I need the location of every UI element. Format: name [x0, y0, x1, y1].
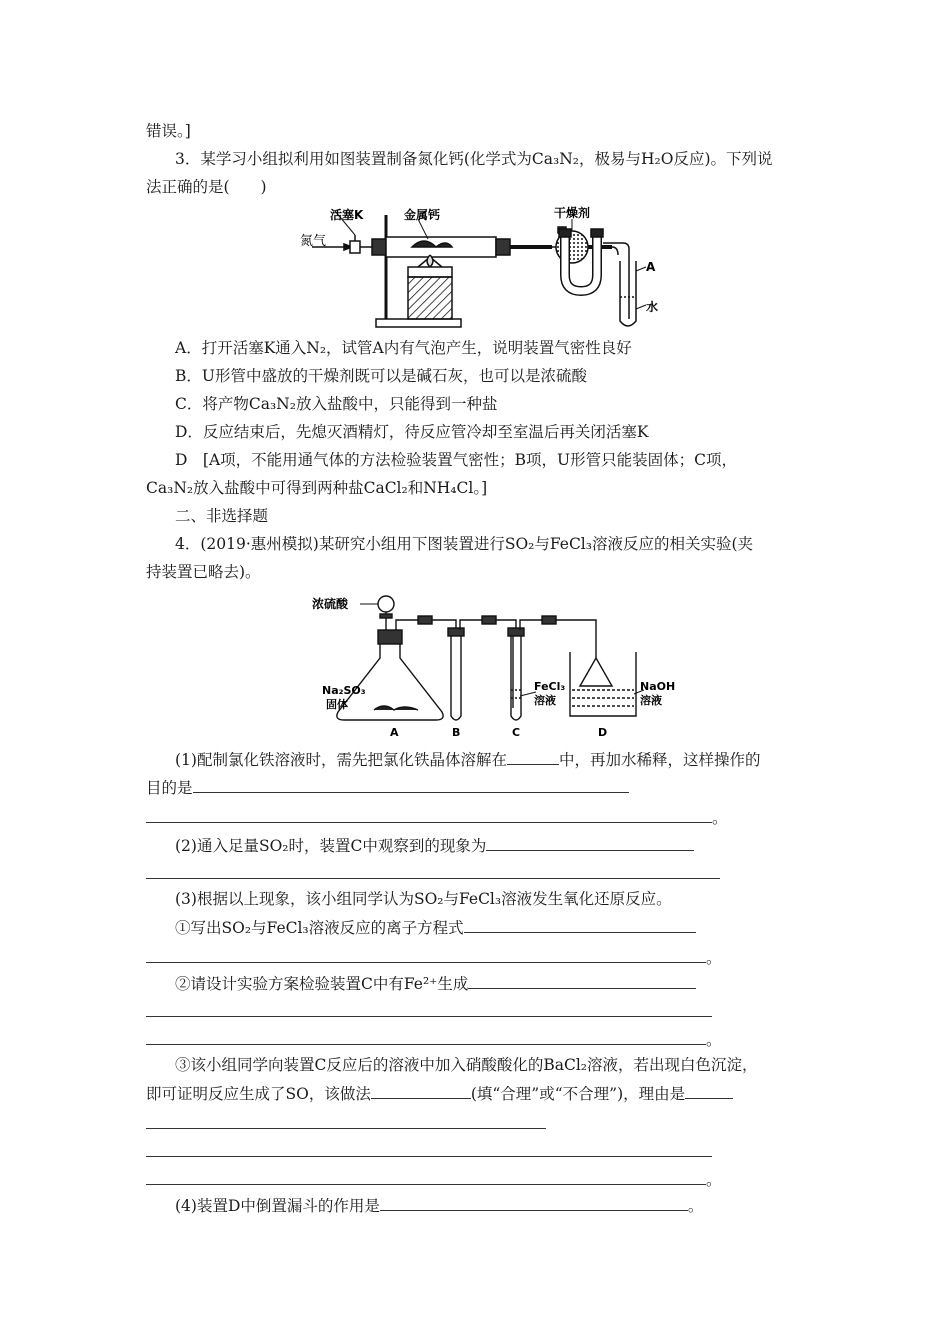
- label-desiccant: 干燥剂: [554, 206, 591, 220]
- answer-line[interactable]: [146, 1016, 712, 1017]
- answer-blank[interactable]: [507, 748, 559, 765]
- answer-line[interactable]: [146, 1128, 546, 1129]
- label-tube-a: A: [646, 260, 656, 274]
- answer-blank[interactable]: [380, 1194, 688, 1211]
- answer-line[interactable]: [146, 1156, 712, 1157]
- answer-line[interactable]: [146, 1184, 706, 1185]
- period: 。: [706, 949, 722, 967]
- section-heading: 二、非选择题: [175, 507, 269, 525]
- q4-part2: (2)通入足量SO₂时，装置C中观察到的现象为: [175, 834, 694, 857]
- q3-apparatus-figure: [300, 205, 680, 333]
- label-fecl3: FeCl₃: [534, 680, 566, 693]
- label-naoh-solution: 溶液: [640, 694, 662, 707]
- q4-part3-1: ①写出SO₂与FeCl₃溶液反应的离子方程式: [175, 916, 696, 939]
- label-water: 水: [646, 300, 659, 314]
- label-b: B: [452, 726, 461, 738]
- q4-part3-3-line2: 即可证明反应生成了SO，该做法 (填“合理”或“不合理”)，理由是: [146, 1082, 733, 1105]
- q3-answer-line1: D [A项，不能用通气体的方法检验装置气密性；B项，U形管只能装固体；C项，: [175, 451, 737, 469]
- q3-option-a: A．打开活塞K通入N₂，试管A内有气泡产生，说明装置气密性良好: [175, 339, 632, 357]
- label-nitrogen: 氮气: [300, 234, 327, 249]
- answer-blank[interactable]: [685, 1082, 733, 1099]
- answer-line[interactable]: [146, 962, 706, 963]
- q4-stem-line1: 4．(2019·惠州模拟)某研究小组用下图装置进行SO₂与FeCl₃溶液反应的相关实验(夹: [175, 535, 754, 553]
- answer-line[interactable]: [146, 878, 720, 879]
- q3-stem-line2: 法正确的是( ): [146, 178, 267, 196]
- answer-blank[interactable]: [464, 916, 696, 933]
- answer-blank[interactable]: [468, 972, 696, 989]
- label-calcium: 金属钙: [404, 208, 441, 222]
- q3-stem-line1: 3．某学习小组拟利用如图装置制备氮化钙(化学式为Ca₃N₂，极易与H₂O反应)。下列说: [175, 150, 773, 168]
- q3-option-d: D．反应结束后，先熄灭酒精灯，待反应管冷却至室温后再关闭活塞K: [175, 423, 649, 441]
- q4-part3-3-line1: ③该小组同学向装置C反应后的溶液中加入硝酸酸化的BaCl₂溶液，若出现白色沉淀，: [175, 1056, 758, 1074]
- label-solid: 固体: [326, 698, 348, 711]
- label-na2so3: Na₂SO₃: [322, 684, 366, 697]
- answer-blank[interactable]: [193, 776, 629, 793]
- q4-stem-line2: 持装置已略去)。: [146, 563, 261, 581]
- period: 。: [706, 1031, 722, 1049]
- label-a: A: [390, 726, 399, 738]
- period: 。: [706, 1171, 722, 1189]
- label-d: D: [598, 726, 608, 738]
- answer-blank[interactable]: [371, 1082, 471, 1099]
- q4-part1-line2: 目的是: [146, 776, 629, 799]
- label-c: C: [512, 726, 521, 738]
- answer-line[interactable]: [146, 1044, 706, 1045]
- label-naoh: NaOH: [640, 680, 676, 693]
- prev-answer-tail: 错误。]: [146, 122, 191, 140]
- label-valve-k: 活塞K: [330, 208, 364, 222]
- q4-part4: (4)装置D中倒置漏斗的作用是 。: [175, 1194, 703, 1217]
- q3-answer-line2: Ca₃N₂放入盐酸中可得到两种盐CaCl₂和NH₄Cl。]: [146, 479, 488, 497]
- q4-part3-2: ②请设计实验方案检验装置C中有Fe²⁺生成: [175, 972, 696, 995]
- answer-line[interactable]: [146, 822, 712, 823]
- answer-blank[interactable]: [486, 834, 694, 851]
- q4-apparatus-figure: [308, 590, 678, 738]
- q4-part3: (3)根据以上现象，该小组同学认为SO₂与FeCl₃溶液发生氧化还原反应。: [175, 890, 672, 908]
- q3-option-c: C．将产物Ca₃N₂放入盐酸中，只能得到一种盐: [175, 395, 498, 413]
- label-fecl3-solution: 溶液: [534, 694, 556, 707]
- q3-option-b: B．U形管中盛放的干燥剂既可以是碱石灰，也可以是浓硫酸: [175, 367, 587, 385]
- q4-part1-line1: (1)配制氯化铁溶液时，需先把氯化铁晶体溶解在 中，再加水稀释，这样操作的: [175, 748, 760, 771]
- period: 。: [712, 809, 728, 827]
- label-conc-sulfuric-acid: 浓硫酸: [312, 597, 349, 611]
